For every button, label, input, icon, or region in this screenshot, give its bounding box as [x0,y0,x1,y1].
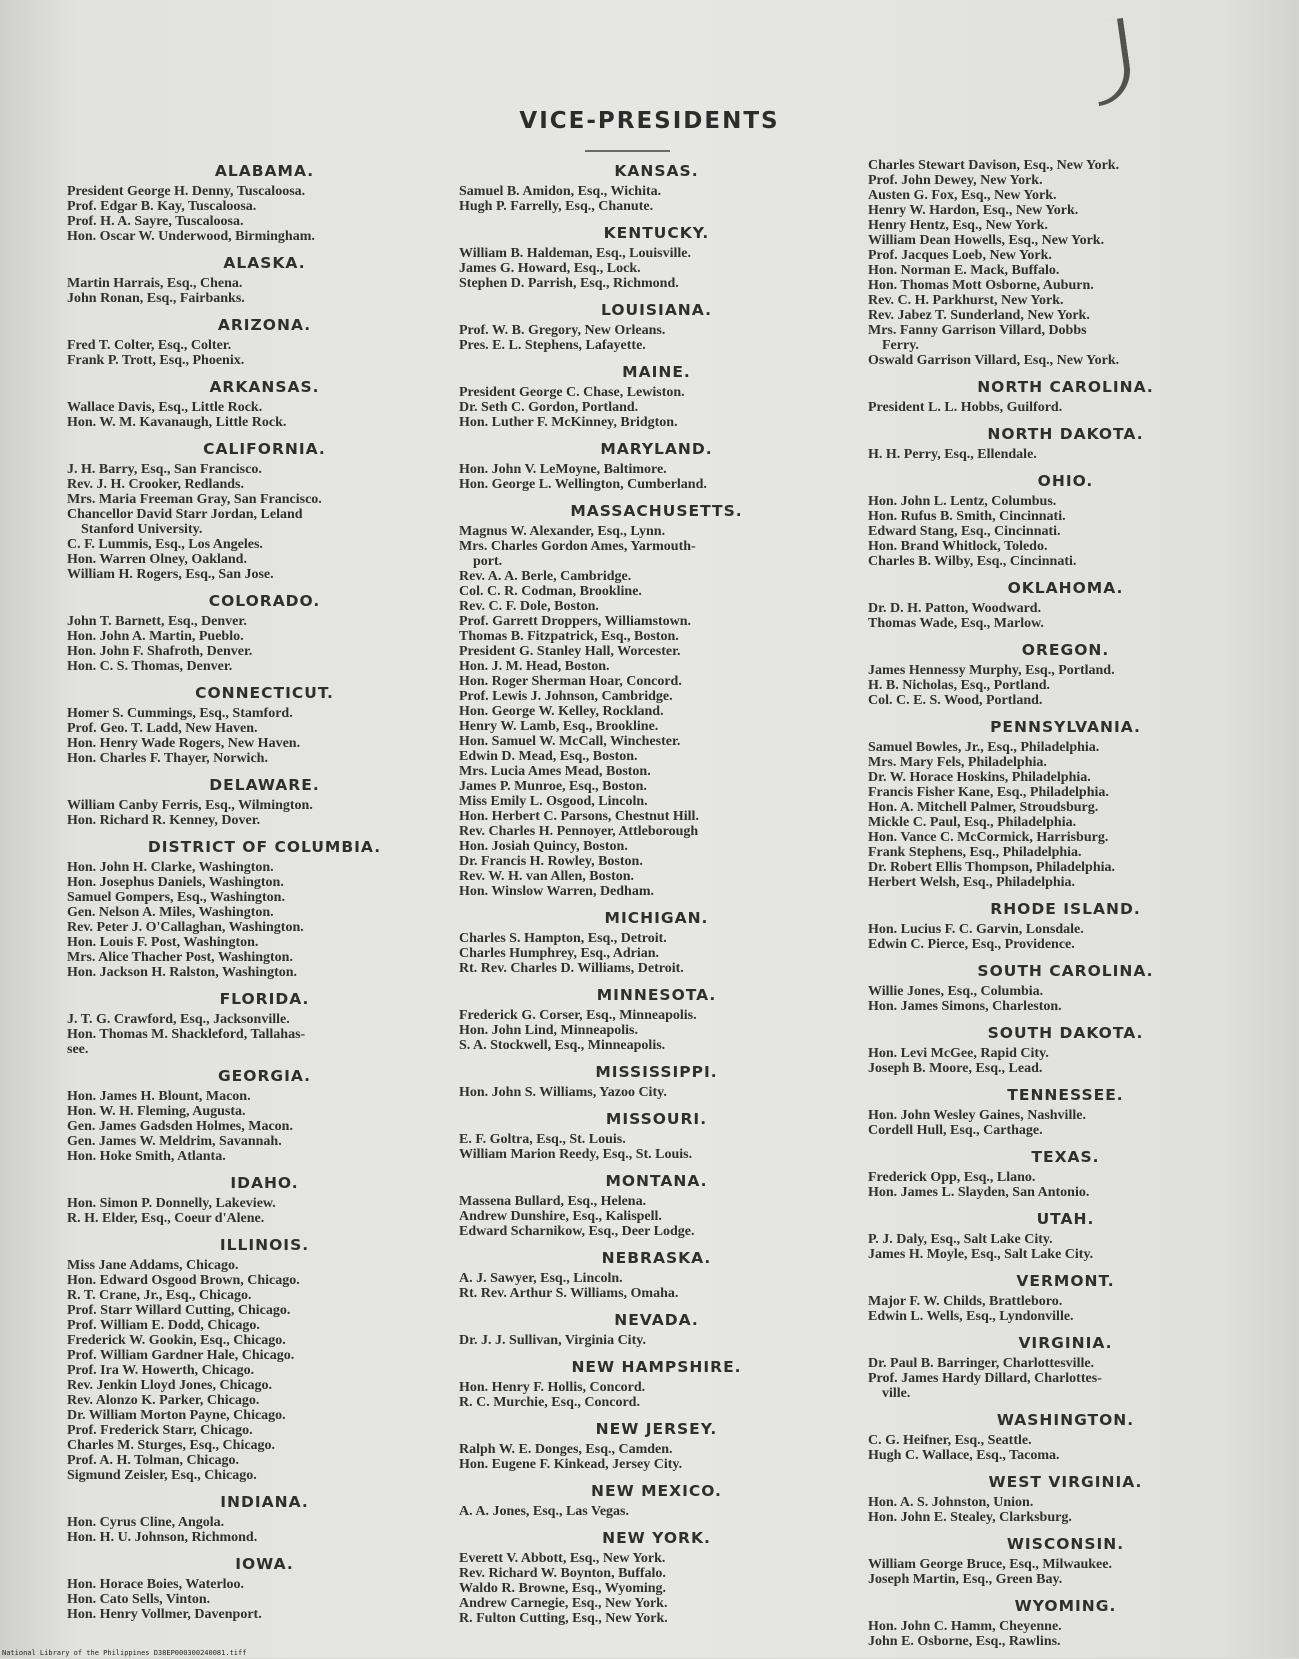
vice-president-entry: Hon. Lucius F. C. Garvin, Lonsdale. [868,922,1084,937]
vice-president-entry: R. Fulton Cutting, Esq., New York. [459,1611,668,1626]
state-section [459,909,854,976]
vice-president-entry: Andrew Carnegie, Esq., New York. [459,1596,668,1611]
vice-president-entry: Wallace Davis, Esq., Little Rock. [67,400,263,415]
vice-president-entry: Hon. John C. Hamm, Cheyenne. [868,1619,1062,1634]
state-heading: TENNESSEE. [1007,1086,1124,1104]
state-section [67,684,462,766]
state-section [868,579,1263,631]
state-heading: CALIFORNIA. [203,440,326,458]
state-section [868,1024,1263,1076]
vice-president-entry: Rev. Peter J. O'Callaghan, Washington. [67,920,304,935]
state-section [459,224,854,291]
vice-president-entry: Hon. A. S. Johnston, Union. [868,1495,1034,1510]
vice-president-entry: Chancellor David Starr Jordan, Leland [67,507,303,522]
ink-mark [1087,18,1134,106]
vice-president-entry: James Hennessy Murphy, Esq., Portland. [868,663,1115,678]
state-heading: NEW YORK. [602,1529,711,1547]
column-left [67,158,462,1632]
state-section [868,1086,1263,1138]
vice-president-entry: Hon. James L. Slayden, San Antonio. [868,1185,1090,1200]
vice-president-entry: Hon. George W. Kelley, Rockland. [459,704,664,719]
state-heading: DISTRICT OF COLUMBIA. [147,838,382,856]
vice-president-entry: Prof. Garrett Droppers, Williamstown. [459,614,692,629]
vice-president-entry: Hugh C. Wallace, Esq., Tacoma. [868,1448,1060,1463]
vice-president-entry: Hon. John H. Clarke, Washington. [67,860,274,875]
vice-president-entry: President George C. Chase, Lewiston. [459,385,685,400]
vice-president-entry: John T. Barnett, Esq., Denver. [67,614,247,629]
vice-president-entry: Hon. John L. Lentz, Columbus. [868,494,1057,509]
state-section [67,1236,462,1483]
state-heading: KANSAS. [614,162,699,180]
vice-president-entry: Edwin L. Wells, Esq., Lyndonville. [868,1309,1074,1324]
state-heading: OHIO. [1037,472,1094,490]
vice-president-entry: Rev. J. H. Crooker, Redlands. [67,477,244,492]
vice-president-entry: Hon. John Lind, Minneapolis. [459,1023,638,1038]
vice-president-entry: Miss Emily L. Osgood, Lincoln. [459,794,648,809]
state-heading: NEBRASKA. [601,1249,712,1267]
vice-president-entry: E. F. Goltra, Esq., St. Louis. [459,1132,626,1147]
state-heading: MINNESOTA. [596,986,717,1004]
state-section [67,1555,462,1622]
vice-president-entry: Mrs. Maria Freeman Gray, San Francisco. [67,492,322,507]
state-section [868,900,1263,952]
vice-president-entry: William H. Rogers, Esq., San Jose. [67,567,274,582]
state-heading: VERMONT. [1016,1272,1115,1290]
state-section [868,1411,1263,1463]
vice-president-entry: Hon. John E. Stealey, Clarksburg. [868,1510,1072,1525]
vice-president-entry: Dr. Seth C. Gordon, Portland. [459,400,639,415]
state-heading: ARKANSAS. [209,378,320,396]
vice-president-entry: Dr. D. H. Patton, Woodward. [868,601,1042,616]
vice-president-entry: Charles S. Hampton, Esq., Detroit. [459,931,667,946]
state-heading: NEVADA. [614,1311,699,1329]
vice-president-entry: see. [67,1042,89,1057]
vice-president-entry: Hon. James H. Blount, Macon. [67,1089,251,1104]
state-heading: WASHINGTON. [996,1411,1135,1429]
state-heading: UTAH. [1036,1210,1095,1228]
vice-president-entry: Hon. John V. LeMoyne, Baltimore. [459,462,667,477]
vice-president-entry: C. F. Lummis, Esq., Los Angeles. [67,537,263,552]
state-section [868,718,1263,890]
vice-president-entry: Hon. C. S. Thomas, Denver. [67,659,233,674]
state-section [67,1067,462,1164]
state-section [67,440,462,582]
state-heading: GEORGIA. [217,1067,312,1085]
state-heading: INDIANA. [220,1493,309,1511]
vice-president-entry: Prof. James Hardy Dillard, Charlottes- [868,1371,1102,1386]
vice-president-entry: Hon. Cato Sells, Vinton. [67,1592,211,1607]
state-section [459,986,854,1053]
vice-president-entry: Frederick G. Corser, Esq., Minneapolis. [459,1008,697,1023]
vice-president-entry: Prof. Lewis J. Johnson, Cambridge. [459,689,673,704]
vice-president-entry: Hon. Norman E. Mack, Buffalo. [868,263,1060,278]
state-heading: OKLAHOMA. [1007,579,1124,597]
vice-president-entry: Rt. Rev. Charles D. Williams, Detroit. [459,961,684,976]
vice-president-entry: Hon. George L. Wellington, Cumberland. [459,477,707,492]
state-heading: MONTANA. [605,1172,708,1190]
vice-president-entry: Austen G. Fox, Esq., New York. [868,188,1057,203]
vice-president-entry: James H. Moyle, Esq., Salt Lake City. [868,1247,1094,1262]
vice-president-entry: R. T. Crane, Jr., Esq., Chicago. [67,1288,252,1303]
state-section [67,162,462,244]
vice-president-entry: Dr. Francis H. Rowley, Boston. [459,854,643,869]
vice-president-entry: Edwin C. Pierce, Esq., Providence. [868,937,1075,952]
vice-president-entry: Mrs. Lucia Ames Mead, Boston. [459,764,651,779]
page-title: VICE-PRESIDENTS [519,108,780,134]
vice-president-entry: Hon. Horace Boies, Waterloo. [67,1577,245,1592]
vice-president-entry: Martin Harrais, Esq., Chena. [67,276,243,291]
vice-president-entry: Gen. James Gadsden Holmes, Macon. [67,1119,293,1134]
vice-president-entry: Pres. E. L. Stephens, Lafayette. [459,338,646,353]
vice-president-entry: Hon. Simon P. Donnelly, Lakeview. [67,1196,276,1211]
state-section [459,502,854,899]
vice-president-entry: Rev. W. H. van Allen, Boston. [459,869,635,884]
vice-president-entry: Samuel Bowles, Jr., Esq., Philadelphia. [868,740,1100,755]
vice-president-entry: J. H. Barry, Esq., San Francisco. [67,462,262,477]
state-heading: NORTH CAROLINA. [977,378,1154,396]
vice-president-entry: Prof. W. B. Gregory, New Orleans. [459,323,666,338]
vice-president-entry: Oswald Garrison Villard, Esq., New York. [868,353,1120,368]
vice-president-entry: Stephen D. Parrish, Esq., Richmond. [459,276,679,291]
vice-president-entry: Rev. Jabez T. Sunderland, New York. [868,308,1090,323]
vice-president-entry: Prof. H. A. Sayre, Tuscaloosa. [67,214,244,229]
vice-president-entry: Thomas Wade, Esq., Marlow. [868,616,1044,631]
vice-president-entry: H. B. Nicholas, Esq., Portland. [868,678,1051,693]
state-section [868,1334,1263,1401]
vice-president-entry: James P. Munroe, Esq., Boston. [459,779,647,794]
state-heading: IOWA. [235,1555,294,1573]
vice-president-entry: Hon. John Wesley Gaines, Nashville. [868,1108,1086,1123]
vice-president-entry: Mrs. Alice Thacher Post, Washington. [67,950,293,965]
vice-president-entry: Massena Bullard, Esq., Helena. [459,1194,647,1209]
vice-president-entry: Col. C. R. Codman, Brookline. [459,584,642,599]
vice-president-entry: Hon. Josephus Daniels, Washington. [67,875,284,890]
vice-president-entry: Henry Hentz, Esq., New York. [868,218,1048,233]
column-middle [459,158,854,1636]
vice-president-entry: Hon. W. H. Fleming, Augusta. [67,1104,246,1119]
state-heading: OREGON. [1021,641,1110,659]
vice-president-entry: Cordell Hull, Esq., Carthage. [868,1123,1043,1138]
state-heading: LOUISIANA. [601,301,712,319]
vice-president-entry: Dr. J. J. Sullivan, Virginia City. [459,1333,646,1348]
vice-president-entry: Hon. John F. Shafroth, Denver. [67,644,253,659]
vice-president-entry: R. H. Elder, Esq., Coeur d'Alene. [67,1211,265,1226]
state-heading: WISCONSIN. [1006,1535,1125,1553]
state-heading: NEW JERSEY. [595,1420,718,1438]
vice-president-entry: Charles M. Sturges, Esq., Chicago. [67,1438,276,1453]
vice-president-entry: Edward Scharnikow, Esq., Deer Lodge. [459,1224,695,1239]
vice-president-entry: Frederick Opp, Esq., Llano. [868,1170,1036,1185]
vice-president-entry: Frank Stephens, Esq., Philadelphia. [868,845,1082,860]
vice-president-entry: A. A. Jones, Esq., Las Vegas. [459,1504,629,1519]
state-section [868,425,1263,462]
vice-president-entry: Prof. John Dewey, New York. [868,173,1043,188]
vice-president-entry: Hon. Brand Whitlock, Toledo. [868,539,1048,554]
state-section [67,776,462,828]
vice-president-entry: Miss Jane Addams, Chicago. [67,1258,239,1273]
state-heading: WEST VIRGINIA. [988,1473,1143,1491]
vice-president-entry: Fred T. Colter, Esq., Colter. [67,338,232,353]
state-heading: KENTUCKY. [603,224,710,242]
vice-president-entry: Samuel B. Amidon, Esq., Wichita. [459,184,662,199]
vice-president-entry: Mrs. Mary Fels, Philadelphia. [868,755,1047,770]
state-heading: ARIZONA. [217,316,312,334]
vice-president-entry: Rev. C. F. Dole, Boston. [459,599,599,614]
state-section [459,1482,854,1519]
vice-president-entry: Rev. Richard W. Boynton, Buffalo. [459,1566,666,1581]
vice-president-entry: Herbert Welsh, Esq., Philadelphia. [868,875,1076,890]
vice-president-entry: Hon. Edward Osgood Brown, Chicago. [67,1273,300,1288]
vice-president-entry: J. T. G. Crawford, Esq., Jacksonville. [67,1012,290,1027]
vice-president-entry: Hon. Herbert C. Parsons, Chestnut Hill. [459,809,699,824]
vice-president-entry: James G. Howard, Esq., Lock. [459,261,641,276]
state-section [868,1272,1263,1324]
vice-president-entry: Rev. C. H. Parkhurst, New York. [868,293,1064,308]
state-heading: SOUTH DAKOTA. [987,1024,1144,1042]
vice-president-entry: Sigmund Zeisler, Esq., Chicago. [67,1468,257,1483]
vice-president-entry: Prof. Jacques Loeb, New York. [868,248,1052,263]
state-section [868,962,1263,1014]
vice-president-entry: Prof. Ira W. Howerth, Chicago. [67,1363,255,1378]
state-section [459,1311,854,1348]
state-section [868,1210,1263,1262]
state-section [868,1148,1263,1200]
vice-president-entry: Henry W. Lamb, Esq., Brookline. [459,719,659,734]
state-heading: ALASKA. [223,254,306,272]
vice-president-entry: Henry W. Hardon, Esq., New York. [868,203,1079,218]
title-rule [585,150,670,152]
vice-president-entry: Mickle C. Paul, Esq., Philadelphia. [868,815,1077,830]
vice-president-entry: Hon. Cyrus Cline, Angola. [67,1515,225,1530]
scan-footer: National Library of the Philippines D38EP000300240081.tiff [2,1649,247,1657]
state-section [67,990,462,1057]
state-section [459,1172,854,1239]
state-section [459,1249,854,1301]
vice-president-entry: Dr. William Morton Payne, Chicago. [67,1408,286,1423]
vice-president-entry: Hon. W. M. Kavanaugh, Little Rock. [67,415,287,430]
vice-president-entry: Hon. H. U. Johnson, Richmond. [67,1530,258,1545]
vice-president-entry: Charles Humphrey, Esq., Adrian. [459,946,660,961]
state-section [868,378,1263,415]
vice-president-entry: Hon. John S. Williams, Yazoo City. [459,1085,667,1100]
vice-president-entry: H. H. Perry, Esq., Ellendale. [868,447,1037,462]
state-section [67,254,462,306]
vice-president-entry: Dr. Robert Ellis Thompson, Philadelphia. [868,860,1116,875]
vice-president-entry: Col. C. E. S. Wood, Portland. [868,693,1043,708]
state-section [459,301,854,353]
vice-president-entry: Hon. Thomas Mott Osborne, Auburn. [868,278,1094,293]
state-section [459,1358,854,1410]
state-heading: VIRGINIA. [1018,1334,1113,1352]
vice-president-entry: Magnus W. Alexander, Esq., Lynn. [459,524,666,539]
state-heading: RHODE ISLAND. [990,900,1141,918]
state-section [459,1063,854,1100]
vice-president-entry: Hon. Charles F. Thayer, Norwich. [67,751,268,766]
vice-president-entry: Hon. Jackson H. Ralston, Washington. [67,965,298,980]
state-heading: SOUTH CAROLINA. [977,962,1154,980]
state-heading: WYOMING. [1014,1597,1117,1615]
state-heading: MISSOURI. [605,1110,708,1128]
vice-president-entry: Samuel Gompers, Esq., Washington. [67,890,285,905]
vice-president-entry: ville. [868,1386,911,1401]
vice-president-entry: Prof. Geo. T. Ladd, New Haven. [67,721,258,736]
vice-president-entry: Hon. Roger Sherman Hoar, Concord. [459,674,682,689]
vice-president-entry: Hon. Luther F. McKinney, Bridgton. [459,415,678,430]
vice-president-entry: William B. Haldeman, Esq., Louisville. [459,246,691,261]
vice-president-entry: President G. Stanley Hall, Worcester. [459,644,681,659]
state-section [459,162,854,214]
vice-president-entry: Hon. Josiah Quincy, Boston. [459,839,628,854]
state-section [459,1420,854,1472]
vice-president-entry: Hon. A. Mitchell Palmer, Stroudsburg. [868,800,1099,815]
vice-president-entry: Rev. Charles H. Pennoyer, Attleborough [459,824,699,839]
state-section [459,363,854,430]
state-heading: MARYLAND. [600,440,713,458]
vice-president-entry: Gen. Nelson A. Miles, Washington. [67,905,274,920]
vice-president-entry: P. J. Daly, Esq., Salt Lake City. [868,1232,1053,1247]
vice-president-entry: Hon. Vance C. McCormick, Harrisburg. [868,830,1109,845]
vice-president-entry: Hon. James Simons, Charleston. [868,999,1062,1014]
vice-president-entry: Hon. Oscar W. Underwood, Birmingham. [67,229,315,244]
vice-president-entry: S. A. Stockwell, Esq., Minneapolis. [459,1038,666,1053]
vice-president-entry: Joseph Martin, Esq., Green Bay. [868,1572,1063,1587]
vice-president-entry: Hon. Samuel W. McCall, Winchester. [459,734,681,749]
state-section [67,1174,462,1226]
state-heading: PENNSYLVANIA. [990,718,1141,736]
state-heading: NEW MEXICO. [591,1482,722,1500]
state-heading: NEW HAMPSHIRE. [571,1358,742,1376]
vice-president-entry: John Ronan, Esq., Fairbanks. [67,291,245,306]
state-section [868,641,1263,708]
vice-president-entry: Prof. A. H. Tolman, Chicago. [67,1453,240,1468]
vice-president-entry: Hon. John A. Martin, Pueblo. [67,629,244,644]
vice-president-entry: Francis Fisher Kane, Esq., Philadelphia. [868,785,1109,800]
state-section [459,440,854,492]
vice-president-entry: Dr. Paul B. Barringer, Charlottesville. [868,1356,1095,1371]
state-section [868,1597,1263,1649]
state-section [459,1110,854,1162]
vice-president-entry: Hon. Rufus B. Smith, Cincinnati. [868,509,1066,524]
state-heading: MICHIGAN. [604,909,709,927]
vice-president-entry: Andrew Dunshire, Esq., Kalispell. [459,1209,662,1224]
vice-president-entry: A. J. Sawyer, Esq., Lincoln. [459,1271,623,1286]
vice-president-entry: William George Bruce, Esq., Milwaukee. [868,1557,1112,1572]
vice-president-entry: Hon. Winslow Warren, Dedham. [459,884,655,899]
vice-president-entry: Prof. William E. Dodd, Chicago. [67,1318,260,1333]
vice-president-entry: Stanford University. [67,522,203,537]
vice-president-entry: Hon. Henry Wade Rogers, New Haven. [67,736,301,751]
vice-president-entry: Ferry. [868,338,919,353]
state-heading: NORTH DAKOTA. [987,425,1144,443]
vice-president-entry: John E. Osborne, Esq., Rawlins. [868,1634,1061,1649]
vice-president-entry: Joseph B. Moore, Esq., Lead. [868,1061,1043,1076]
vice-president-entry: Hon. Thomas M. Shackleford, Tallahas- [67,1027,306,1042]
vice-president-entry: Frank P. Trott, Esq., Phoenix. [67,353,245,368]
column-right [868,158,1263,1659]
vice-president-entry: Frederick W. Gookin, Esq., Chicago. [67,1333,286,1348]
vice-president-entry: Major F. W. Childs, Brattleboro. [868,1294,1063,1309]
vice-president-entry: Charles B. Wilby, Esq., Cincinnati. [868,554,1077,569]
vice-president-entry: Prof. William Gardner Hale, Chicago. [67,1348,295,1363]
state-heading: COLORADO. [208,592,321,610]
vice-president-entry: Edwin D. Mead, Esq., Boston. [459,749,638,764]
state-section [67,1493,462,1545]
state-heading: CONNECTICUT. [195,684,334,702]
vice-president-entry: Hon. Henry Vollmer, Davenport. [67,1607,262,1622]
state-heading: MASSACHUSETTS. [570,502,743,520]
state-section [67,838,462,980]
state-section [868,158,1263,368]
state-section [67,592,462,674]
vice-president-entry: Edward Stang, Esq., Cincinnati. [868,524,1061,539]
vice-president-entry: Rev. Jenkin Lloyd Jones, Chicago. [67,1378,272,1393]
vice-president-entry: Hon. Henry F. Hollis, Concord. [459,1380,646,1395]
vice-president-entry: Prof. Starr Willard Cutting, Chicago. [67,1303,291,1318]
vice-president-entry: President George H. Denny, Tuscaloosa. [67,184,306,199]
state-heading: FLORIDA. [219,990,310,1008]
vice-president-entry: Homer S. Cummings, Esq., Stamford. [67,706,293,721]
vice-president-entry: Hon. Hoke Smith, Atlanta. [67,1149,226,1164]
vice-president-entry: Hugh P. Farrelly, Esq., Chanute. [459,199,654,214]
state-section [868,472,1263,569]
vice-president-entry: Hon. Richard R. Kenney, Dover. [67,813,261,828]
state-section [67,378,462,430]
state-section [67,316,462,368]
vice-president-entry: William Marion Reedy, Esq., St. Louis. [459,1147,693,1162]
state-heading: MAINE. [622,363,691,381]
vice-president-entry: Rt. Rev. Arthur S. Williams, Omaha. [459,1286,679,1301]
vice-president-entry: Rev. Alonzo K. Parker, Chicago. [67,1393,260,1408]
vice-president-entry: port. [459,554,503,569]
state-section [868,1535,1263,1587]
vice-president-entry: Mrs. Charles Gordon Ames, Yarmouth- [459,539,696,554]
vice-president-entry: Dr. W. Horace Hoskins, Philadelphia. [868,770,1091,785]
state-section [868,1473,1263,1525]
state-heading: ILLINOIS. [219,1236,310,1254]
vice-president-entry: Mrs. Fanny Garrison Villard, Dobbs [868,323,1087,338]
vice-president-entry: Hon. Warren Olney, Oakland. [67,552,247,567]
vice-president-entry: Rev. A. A. Berle, Cambridge. [459,569,632,584]
state-heading: TEXAS. [1031,1148,1100,1166]
vice-president-entry: R. C. Murchie, Esq., Concord. [459,1395,640,1410]
vice-president-entry: Gen. James W. Meldrim, Savannah. [67,1134,282,1149]
vice-president-entry: Prof. Frederick Starr, Chicago. [67,1423,253,1438]
vice-president-entry: Charles Stewart Davison, Esq., New York. [868,158,1120,173]
state-heading: MISSISSIPPI. [595,1063,718,1081]
vice-president-entry: President L. L. Hobbs, Guilford. [868,400,1063,415]
vice-president-entry: Waldo R. Browne, Esq., Wyoming. [459,1581,667,1596]
vice-president-entry: Hon. J. M. Head, Boston. [459,659,610,674]
vice-president-entry: Everett V. Abbott, Esq., New York. [459,1551,666,1566]
vice-president-entry: William Dean Howells, Esq., New York. [868,233,1105,248]
vice-president-entry: Willie Jones, Esq., Columbia. [868,984,1044,999]
state-heading: DELAWARE. [209,776,320,794]
vice-president-entry: Hon. Eugene F. Kinkead, Jersey City. [459,1457,683,1472]
vice-president-entry: C. G. Heifner, Esq., Seattle. [868,1433,1032,1448]
state-heading: IDAHO. [230,1174,299,1192]
vice-president-entry: Ralph W. E. Donges, Esq., Camden. [459,1442,673,1457]
vice-president-entry: Thomas B. Fitzpatrick, Esq., Boston. [459,629,679,644]
state-section [459,1529,854,1626]
vice-president-entry: Hon. Louis F. Post, Washington. [67,935,259,950]
vice-president-entry: Prof. Edgar B. Kay, Tuscaloosa. [67,199,257,214]
state-heading: ALABAMA. [214,162,315,180]
vice-president-entry: Hon. Levi McGee, Rapid City. [868,1046,1049,1061]
vice-president-entry: William Canby Ferris, Esq., Wilmington. [67,798,313,813]
